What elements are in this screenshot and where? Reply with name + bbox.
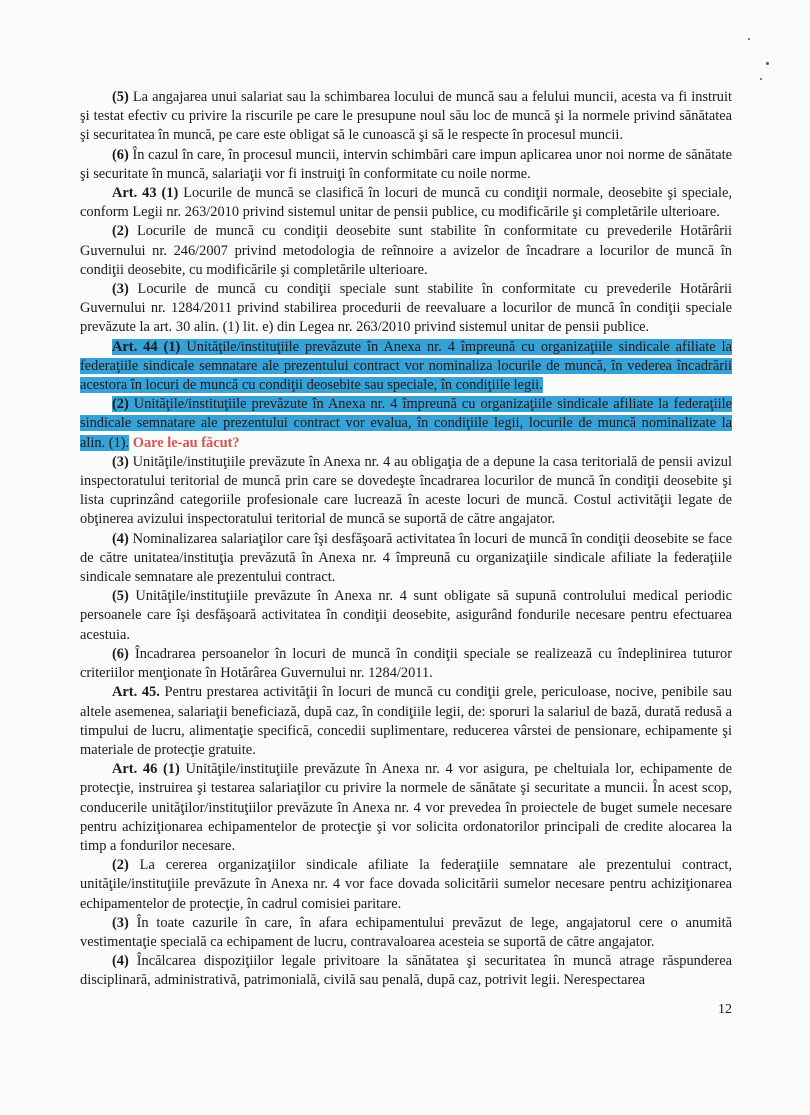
paragraph-lead: (3): [112, 281, 129, 298]
paragraph-lead: Art. 44 (1): [112, 338, 181, 355]
paragraph-text: Locurile de muncă se clasifică în locuri de muncă cu condiţii normale, deosebite şi speciale, conform Legii nr. 263/2010 privind sistemul unitar de pensii publice, cu modificările şi completările ulterioare.: [80, 185, 732, 221]
paragraph: [80, 146, 732, 184]
paragraph-lead: (2): [112, 223, 129, 240]
paragraph-text: Unităţile/instituţiile prevăzute în Anexa nr. 4 au obligaţia de a depune la casa teritorială de pensii avizul inspectoratului teritorial de muncă prin care se dovedeşte încadrarea locurilor de muncă în condiţii deosebite şi lista cuprinzând categoriile profesionale care lucrează în aceste locuri de muncă. Costul activităţii legate de obţinerea avizului inspectoratului teritorial de muncă se suportă de către angajator.: [80, 453, 732, 528]
paragraph-lead: (5): [112, 89, 129, 105]
text-highlight: [80, 339, 732, 393]
paragraph-lead: Art. 46 (1): [112, 761, 180, 778]
paragraph-lead: Art. 43 (1): [112, 185, 179, 202]
paragraph-text: În cazul în care, în procesul muncii, intervin schimbări care impun aplicarea unor noi norme de sănătate şi securitate în muncă, salariaţii vor fi instruiţi în conformitate cu noile norme.: [80, 146, 732, 182]
paragraph-text: Locurile de muncă cu condiţii deosebite sunt stabilite în conformitate cu prevederile Hotărârii Guvernului nr. 246/2007 privind metodologia de reînnoire a avizelor de încadrare a locurilor de muncă în condiţii deosebite, cu modificările şi completările ulterioare.: [80, 223, 732, 278]
paragraph-text: Unităţile/instituţiile prevăzute în Anexa nr. 4 împreună cu organizaţiile sindicale afiliate la federaţiile sindicale semnatare ale prezentului contract vor evalua, în condiţiile legii, locurile de muncă nominalizate la alin. (1).: [80, 396, 732, 451]
paragraph-text: Unităţile/instituţiile prevăzute în Anexa nr. 4 sunt obligate să supună controlului medical periodic persoanele care îşi desfăşoară activitatea în condiţii deosebite, asigurând fondurile necesare pentru efectuarea acestuia.: [80, 588, 732, 643]
paragraph: [80, 280, 732, 338]
paragraph-lead: (5): [112, 588, 129, 605]
article-44-highlighted: [80, 338, 732, 396]
annotation-note: Oare le-au făcut?: [132, 434, 240, 451]
paragraph-text: Pentru prestarea activităţii în locuri de muncă cu condiţii grele, periculoase, nocive, penibile sau altele asemenea, salariaţii beneficiază, după caz, în condiţiile legii, de: sporuri la salariul de bază, durată redusă a timpului de lucru, alimentaţie specifică, concedii suplimentare, reducerea vârstei de pensionare, echipamente şi materiale de protecţie gratuite.: [80, 684, 732, 758]
article-46: [80, 760, 732, 856]
paragraph-text: La angajarea unui salariat sau la schimbarea locului de muncă sau a felului muncii, acesta va fi instruit şi testat efectiv cu privire la riscurile pe care le presupune noul său loc de muncă şi la normele privind sănătatea şi securitatea în muncă, pe care este obligat să le cunoască şi să le respecte în procesul muncii.: [80, 89, 732, 144]
paragraph-lead: (3): [112, 453, 129, 470]
article-43: [80, 184, 732, 222]
paragraph-lead: (2): [112, 857, 129, 874]
paragraph-text: La cererea organizaţiilor sindicale afiliate la federaţiile semnatare ale prezentului contract, unităţile/instituţiile prevăzute în Anexa nr. 4 vor face dovada solicitării sumelor necesare pentru achiziţionarea echipamentelor de protecţie, în cadrul comisiei paritare.: [80, 857, 732, 912]
paragraph: [80, 587, 732, 645]
paragraph-lead: Art. 45.: [112, 684, 160, 701]
article-45: [80, 683, 732, 760]
paragraph: [80, 222, 732, 280]
paragraph: [80, 88, 732, 146]
paragraph-lead: (6): [112, 146, 129, 163]
paragraph-lead: (4): [112, 530, 129, 547]
paragraph: [80, 914, 732, 952]
paragraph-lead: (6): [112, 645, 129, 662]
paragraph-text: Încadrarea persoanelor în locuri de muncă în condiţii speciale se realizează cu îndeplinirea tuturor criteriilor menţionate în Hotărârea Guvernului nr. 1284/2011.: [80, 645, 732, 682]
paragraph-lead: (2): [112, 396, 129, 413]
paragraph: [80, 530, 732, 588]
paragraph: [80, 453, 732, 530]
paragraph: [80, 952, 732, 990]
page-number: 12: [718, 1002, 732, 1017]
paragraph-text: Unităţile/instituţiile prevăzute în Anexa nr. 4 vor asigura, pe cheltuiala lor, echipamente de protecţie, instruirea şi testarea salariaţilor cu privire la normele de sănătate şi securitate a muncii. În acest scop, conducerile unităţilor/instituţiilor prevăzute în Anexa nr. 4 vor prevedea în proiectele de buget sumele necesare pentru achiziţionarea echipamentelor de protecţie şi vor solicita ordonatorilor principali de credite alocarea la timp a fondurilor necesare.: [80, 761, 732, 854]
scan-speck: [766, 62, 769, 65]
paragraph-text: Locurile de muncă cu condiţii speciale sunt stabilite în conformitate cu prevederile Hotărârii Guvernului nr. 1284/2011 privind stabilirea procedurii de reevaluare a locurilor de muncă în condiţii speciale prevăzute la art. 30 alin. (1) lit. e) din Legea nr. 263/2010 privind sistemul unitar de pensii publice.: [80, 281, 732, 336]
document-body: [80, 88, 732, 991]
paragraph-lead: (3): [112, 914, 129, 931]
paragraph-text: Încălcarea dispoziţiilor legale privitoare la sănătatea şi securitatea în muncă atrage răspunderea disciplinară, administrativă, patrimonială, civilă sau penală, după caz, potrivit legii. Nerespectarea: [80, 953, 732, 989]
paragraph-lead: (4): [112, 953, 129, 970]
scan-speck: [760, 78, 762, 80]
paragraph-text: Unităţile/instituţiile prevăzute în Anexa nr. 4 împreună cu organizaţiile sindicale afiliate la federaţiile sindicale semnatare ale prezentului contract vor nominaliza locurile de muncă, în vederea încadrării acestora în locuri de muncă cu condiţii deosebite sau speciale, în condiţiile legii.: [80, 338, 732, 394]
paragraph: [80, 856, 732, 914]
paragraph-highlighted: [80, 395, 732, 453]
scan-speck: [748, 38, 750, 40]
paragraph-text: Nominalizarea salariaţilor care îşi desfăşoară activitatea în locuri de muncă în condiţii deosebite se face de către unitatea/instituţia prevăzută în Anexa nr. 4 împreună cu organizaţiile sindicale afiliate la federaţiile sindicale semnatare ale prezentului contract.: [80, 530, 732, 586]
paragraph-text: În toate cazurile în care, în afara echipamentului prevăzut de lege, angajatorul cere o anumită vestimentaţie specială ca echipament de lucru, contravaloarea acesteia se suportă de către angajator.: [80, 914, 732, 950]
paragraph: [80, 645, 732, 683]
